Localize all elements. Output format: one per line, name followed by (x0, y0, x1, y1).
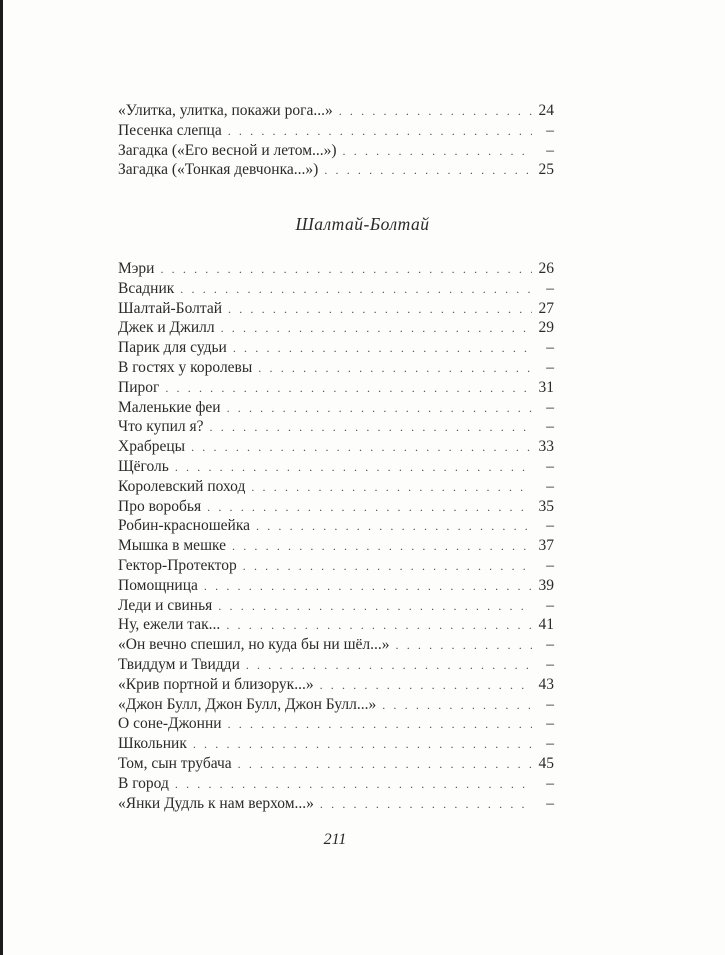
dot-leader (320, 794, 532, 815)
toc-entry (118, 596, 554, 616)
dot-leader (180, 279, 532, 300)
toc-entry-title: Щёголь (118, 457, 169, 475)
toc-entry (118, 279, 554, 299)
toc-entry-page: – (546, 655, 554, 673)
toc-entry-page: 26 (538, 260, 554, 277)
dot-leader (396, 635, 532, 656)
dot-leader (324, 160, 532, 181)
toc-entry-title: «Он вечно спешил, но куда бы ни шёл...» (118, 636, 390, 654)
dot-leader (227, 398, 532, 419)
toc-entry (118, 259, 554, 279)
toc-entry-title: «Улитка, улитка, покажи рога...» (118, 102, 333, 119)
dot-leader (382, 695, 532, 716)
toc-entry-page: 25 (538, 161, 554, 179)
toc-entry-page: – (546, 596, 554, 614)
dot-leader (175, 774, 532, 795)
toc-entry-title: О соне-Джонни (118, 715, 222, 733)
toc-entry-title: Твиддум и Твидди (118, 655, 240, 673)
toc-entry-title: Загадка («Его весной и летом...») (118, 141, 337, 159)
dot-leader (193, 734, 532, 755)
dot-leader (320, 675, 532, 696)
toc-entry (118, 675, 554, 695)
toc-entry (118, 457, 554, 477)
toc-entry-title: Парик для судьи (118, 339, 227, 357)
toc-entry (118, 615, 554, 635)
toc-entry (118, 695, 554, 715)
toc-entry-title: В город (118, 774, 169, 792)
dot-leader (204, 576, 532, 597)
toc-entry-page: 37 (538, 537, 554, 555)
toc-entry-page: – (546, 517, 554, 535)
toc-entry (118, 358, 554, 378)
toc-list-top (118, 101, 554, 180)
toc-entry-title: Мэри (118, 260, 155, 277)
dot-leader (207, 497, 532, 518)
dot-leader (226, 615, 532, 636)
dot-leader (210, 417, 532, 438)
toc-entry-title: Том, сын трубача (118, 754, 232, 772)
toc-entry-page: – (546, 636, 554, 654)
toc-entry-title: Храбрецы (118, 438, 186, 456)
toc-entry-page: – (546, 121, 554, 139)
toc-entry-page: – (546, 556, 554, 574)
toc-entry-title: Что купил я? (118, 418, 204, 436)
dot-leader (343, 141, 532, 162)
toc-entry-page: 33 (538, 438, 554, 456)
toc-entry-title: Королевский поход (118, 477, 246, 495)
toc-entry-page: – (546, 398, 554, 416)
toc-entry (118, 516, 554, 536)
dot-leader (232, 536, 532, 557)
toc-entry-title: Шалтай-Болтай (118, 299, 223, 317)
toc-entry (118, 338, 554, 358)
toc-entry-title: Леди и свинья (118, 596, 213, 614)
dot-leader (160, 259, 532, 280)
dot-leader (258, 358, 532, 379)
toc-entry-title: Загадка («Тонкая девчонка...») (118, 161, 319, 179)
toc-entry (118, 398, 554, 418)
toc-entry-page: 24 (538, 102, 554, 119)
toc-entry-page: – (546, 418, 554, 436)
toc-entry (118, 318, 554, 338)
toc-entry-title: Песенка слепца (118, 121, 222, 139)
toc-entry-title: Пирог (118, 378, 160, 396)
toc-entry-page: 35 (538, 497, 554, 515)
toc-entry (118, 437, 554, 457)
toc-entry-page: 31 (538, 378, 554, 396)
toc-entry-title: В гостях у королевы (118, 358, 253, 376)
toc-entry-title: «Крив портной и близорук...» (118, 675, 314, 693)
page-edge-divider (0, 0, 3, 955)
dot-leader (221, 318, 532, 339)
toc-entry-page: 43 (538, 675, 554, 693)
dot-leader (191, 437, 532, 458)
toc-entry-title: Ну, ежели так... (118, 616, 221, 634)
toc-entry-title: Гектор-Протектор (118, 556, 237, 574)
dot-leader (218, 596, 532, 617)
toc-entry-title: «Джон Булл, Джон Булл, Джон Булл...» (118, 695, 377, 713)
toc-entry (118, 774, 554, 794)
dot-leader (243, 556, 532, 577)
toc-entry (118, 101, 554, 121)
dot-leader (246, 655, 532, 676)
toc-entry-title: Всадник (118, 279, 175, 297)
toc-entry-page: 27 (538, 299, 554, 317)
toc-entry-page: – (546, 774, 554, 792)
toc-entry (118, 141, 554, 161)
dot-leader (256, 516, 532, 537)
toc-entry-title: Помощница (118, 576, 198, 594)
dot-leader (165, 378, 532, 399)
toc-entry (118, 299, 554, 319)
toc-entry-page: – (546, 141, 554, 159)
toc-entry-page: – (546, 457, 554, 475)
dot-leader (238, 754, 532, 775)
toc-entry (118, 576, 554, 596)
dot-leader (228, 714, 532, 735)
toc-entry (118, 655, 554, 675)
toc-entry (118, 734, 554, 754)
toc-entry-page: 45 (538, 754, 554, 772)
toc-entry-page: 39 (538, 576, 554, 594)
dot-leader (339, 101, 532, 122)
dot-leader (251, 477, 532, 498)
toc-list-main (118, 259, 554, 813)
toc-entry-title: Маленькие феи (118, 398, 221, 416)
toc-entry-page: – (546, 477, 554, 495)
toc-entry-title: Мышка в мешке (118, 537, 227, 555)
toc-entry-page: – (546, 279, 554, 297)
toc-entry-page: – (546, 339, 554, 357)
toc-entry (118, 497, 554, 517)
toc-entry (118, 794, 554, 814)
toc-entry (118, 121, 554, 141)
dot-leader (228, 299, 532, 320)
toc-entry-page: – (546, 695, 554, 713)
dot-leader (228, 121, 532, 142)
toc-entry (118, 635, 554, 655)
toc-entry (118, 417, 554, 437)
toc-entry-page: 41 (538, 616, 554, 634)
toc-entry-title: Школьник (118, 735, 187, 753)
toc-entry (118, 714, 554, 734)
toc-entry (118, 754, 554, 774)
toc-entry-title: Робин-красношейка (118, 517, 250, 535)
toc-entry-page: – (546, 358, 554, 376)
toc-entry (118, 556, 554, 576)
toc-entry-page: – (546, 715, 554, 733)
toc-entry-title: Про воробья (118, 497, 202, 515)
dot-leader (233, 338, 532, 359)
dot-leader (175, 457, 532, 478)
toc-entry (118, 536, 554, 556)
page-number: 211 (323, 831, 347, 848)
toc-entry (118, 378, 554, 398)
toc-entry-page: 29 (538, 319, 554, 337)
toc-entry-page: – (546, 735, 554, 753)
toc-entry-title: Джек и Джилл (118, 319, 215, 337)
toc-entry-title: «Янки Дудль к нам верхом...» (118, 794, 314, 812)
toc-entry (118, 160, 554, 180)
toc-entry (118, 477, 554, 497)
section-heading: Шалтай-Болтай (295, 214, 430, 234)
toc-entry-page: – (546, 794, 554, 812)
